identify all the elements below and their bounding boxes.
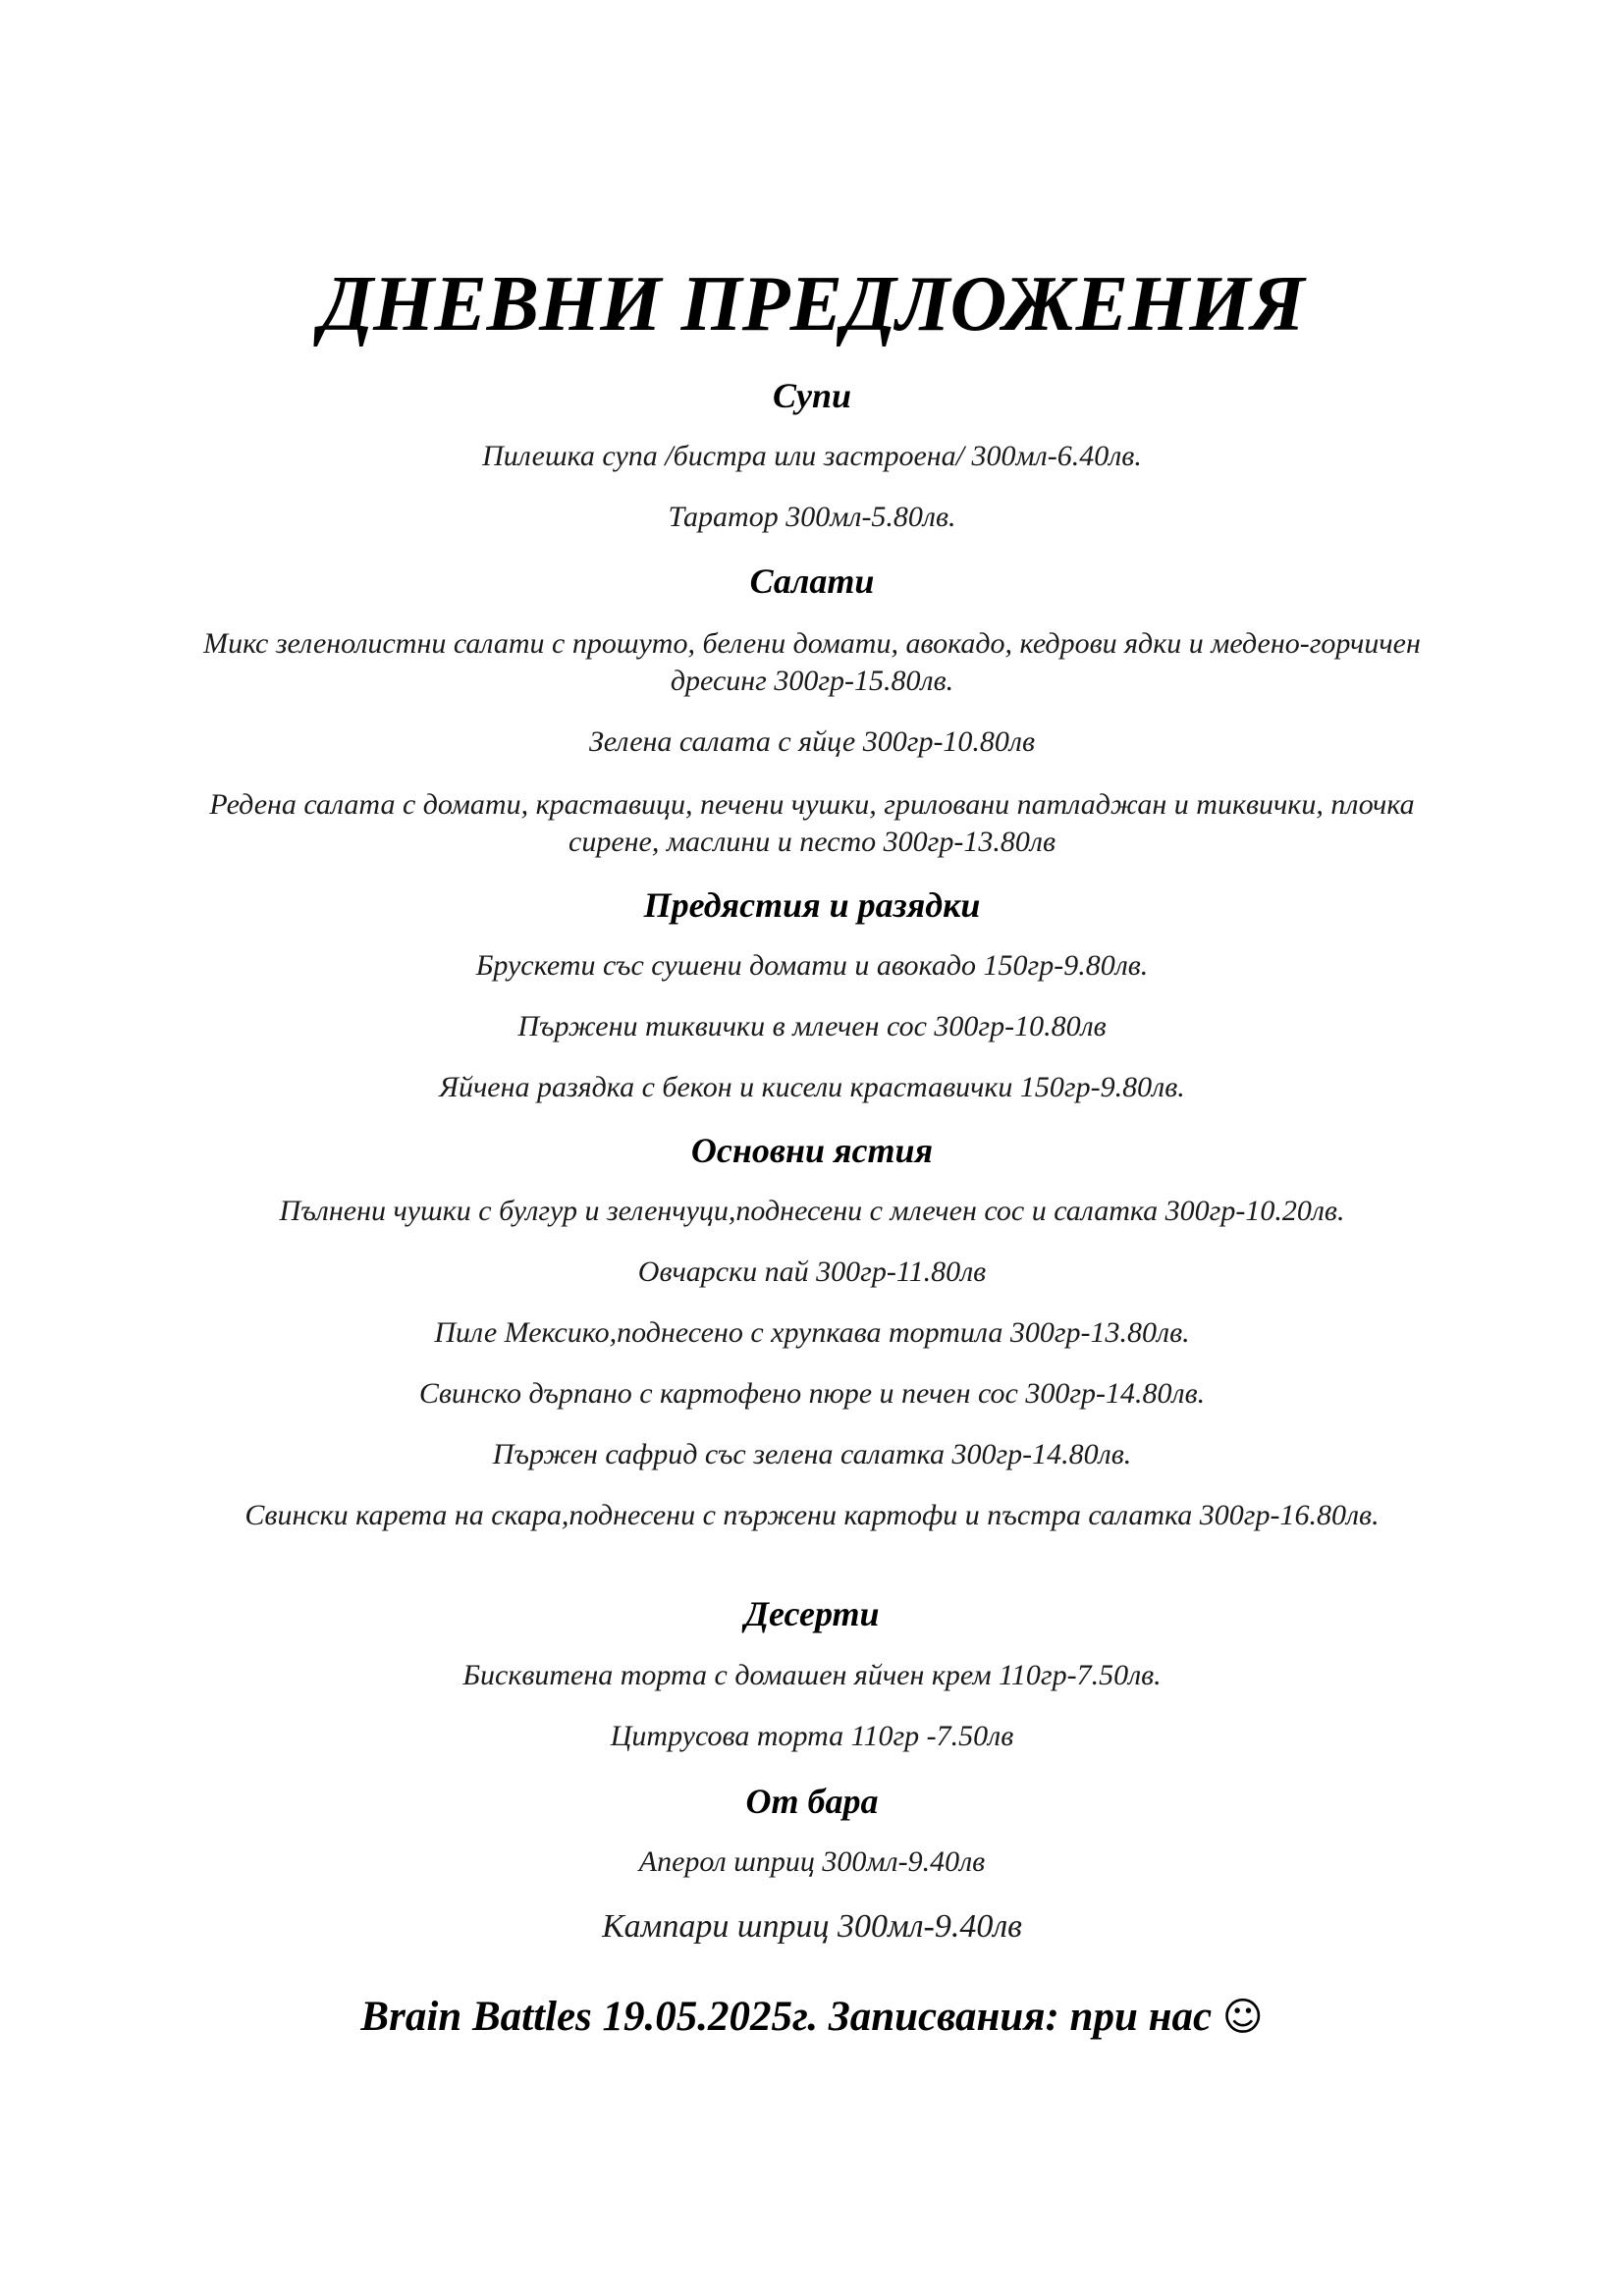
menu-item-shepherd-pie: Овчарски пай 300гр-11.80лв <box>637 1255 987 1288</box>
menu-item-chicken-soup: Пилешка супа /бистра или застроена/ 300мл-6.40лв. <box>482 440 1142 472</box>
menu-item-tarator: Таратор 300мл-5.80лв. <box>668 501 956 533</box>
menu-item-pulled-pork: Свинско дърпано с картофено пюре и печен сос 300гр-14.80лв. <box>418 1377 1206 1410</box>
event-announcement <box>0 1991 1624 2044</box>
menu-item-biscuit-cake: Бисквитена торта с домашен яйчен крем 110гр-7.50лв. <box>462 1659 1162 1691</box>
menu-item-bruschetta: Брускети със сушени домати и авокадо 150гр-9.80лв. <box>475 949 1149 982</box>
menu-item-pork-chops: Свински карета на скара,поднесени с пържени картофи и пъстра салатка 300гр-16.80лв. <box>244 1499 1380 1531</box>
event-announcement-text: Brain Battles 19.05.2025г. Записвания: при нас <box>360 1994 1213 2040</box>
menu-item-citrus-cake: Цитрусова торта 110гр -7.50лв <box>610 1720 1014 1752</box>
menu-item-fried-mackerel: Пържен сафрид със зелена салатка 300гр-14.80лв. <box>492 1438 1132 1470</box>
page-title: ДНЕВНИ ПРЕДЛОЖЕНИЯ <box>319 261 1305 347</box>
menu-item-fried-zucchini: Пържени тиквички в млечен сос 300гр-10.80лв <box>517 1010 1107 1042</box>
menu-item-layered-salad: Редена салата с домати, краставици, печени чушки, гриловани патладжан и тиквички, плочка сирене, маслини и песто 300гр-13.80лв <box>209 788 1415 858</box>
menu-item-egg-spread: Яйчена разядка с бекон и кисели краставички 150гр-9.80лв. <box>439 1071 1185 1103</box>
section-heading-soups: Супи <box>772 376 852 415</box>
menu-item-campari-spritz: Кампари шприц 300мл-9.40лв <box>602 1908 1022 1945</box>
menu-item-chicken-mexico: Пиле Мексико,поднесено с хрупкава тортила 300гр-13.80лв. <box>434 1316 1190 1349</box>
menu-item-green-salad: Зелена салата с яйце 300гр-10.80лв <box>588 725 1036 758</box>
menu-item-aperol-spritz: Аперол шприц 300мл-9.40лв <box>638 1845 986 1878</box>
section-heading-bar: От бара <box>745 1782 879 1821</box>
menu-item-stuffed-peppers: Пълнени чушки с булгур и зеленчуци,поднесени с млечен сос и салатка 300гр-10.20лв. <box>279 1195 1345 1227</box>
section-heading-starters: Предястия и разядки <box>643 885 981 925</box>
smiley-icon: ☺ <box>1221 1995 1264 2040</box>
menu-item-mix-salad: Микс зеленолистни салати с прошуто, белени домати, авокадо, кедрови ядки и медено-горчичен дресинг 300гр-15.80лв. <box>203 627 1421 697</box>
section-heading-salads: Салати <box>749 561 875 601</box>
section-heading-desserts: Десерти <box>744 1594 880 1633</box>
section-heading-mains: Основни ястия <box>690 1131 934 1170</box>
